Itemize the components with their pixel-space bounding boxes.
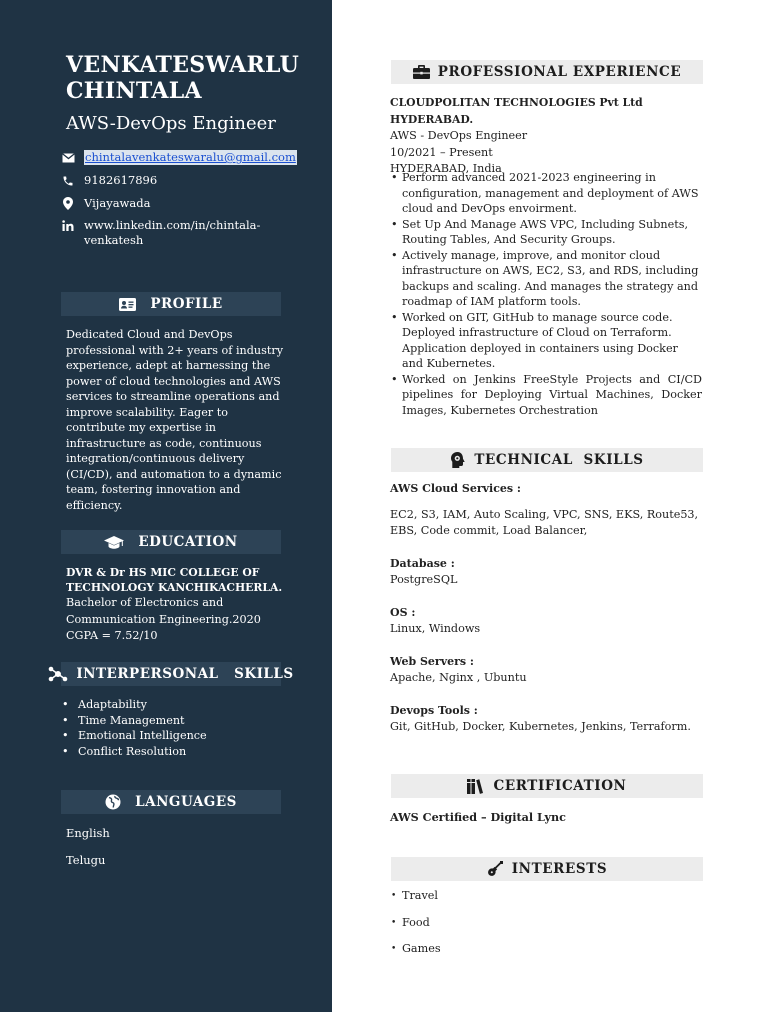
graduation-cap-icon bbox=[104, 536, 124, 549]
books-icon bbox=[467, 779, 483, 794]
languages-heading bbox=[61, 790, 281, 814]
sidebar bbox=[0, 0, 332, 1012]
certification-heading bbox=[391, 774, 703, 798]
education-heading bbox=[61, 530, 281, 554]
interpersonal-skills-list bbox=[62, 697, 207, 759]
certification-item: AWS Certified – Digital Lync bbox=[390, 810, 566, 824]
list-item: • Games bbox=[391, 942, 441, 969]
network-icon bbox=[48, 666, 68, 682]
education-entry bbox=[66, 565, 288, 645]
language-item: Telugu bbox=[66, 853, 106, 867]
list-item: • Travel bbox=[391, 889, 441, 916]
company-name: CLOUDPOLITAN TECHNOLOGIES Pvt Ltd HYDERABAD. bbox=[390, 96, 643, 126]
education-heading-text: EDUCATION bbox=[138, 534, 238, 550]
contact-linkedin-row bbox=[60, 218, 300, 248]
os-label: OS : bbox=[390, 606, 416, 619]
list-item: • Actively manage, improve, and monitor cloud infrastructure on AWS, EC2, S3, and RDS, including backups and scaling. And manages the strategy and roadmap of IAM platform tools. bbox=[390, 248, 702, 310]
linkedin-icon bbox=[60, 218, 76, 233]
cgpa-text: CGPA = 7.52/10 bbox=[66, 629, 158, 642]
experience-heading bbox=[391, 60, 703, 84]
list-item: • Perform advanced 2021-2023 engineering in configuration, management and deployment of AWS cloud and DevOps envoirment. bbox=[390, 170, 702, 217]
job-title: AWS-DevOps Engineer bbox=[66, 113, 276, 134]
interests-heading-text: INTERESTS bbox=[511, 861, 608, 877]
list-item: • Time Management bbox=[62, 713, 207, 729]
language-item: English bbox=[66, 826, 110, 840]
list-item: • Worked on Jenkins FreeStyle Projects and CI/CD pipelines for Deploying Virtual Machines, Docker Images, Kubernetes Orchestration bbox=[390, 372, 702, 419]
aws-services-value: EC2, S3, IAM, Auto Scaling, VPC, SNS, EKS, Route53, EBS, Code commit, Load Balancer, bbox=[390, 508, 699, 537]
interpersonal-heading bbox=[61, 662, 294, 686]
database-value: PostgreSQL bbox=[390, 573, 458, 586]
location-text: Vijayawada bbox=[84, 196, 151, 210]
web-servers-entry bbox=[390, 654, 705, 686]
list-item: • Conflict Resolution bbox=[62, 744, 207, 760]
briefcase-icon bbox=[413, 65, 430, 79]
languages-heading-text: LANGUAGES bbox=[135, 794, 237, 810]
devops-tools-entry bbox=[390, 703, 705, 735]
id-card-icon bbox=[119, 298, 136, 311]
technical-heading-text: TECHNICAL SKILLS bbox=[474, 452, 644, 468]
list-item: • Emotional Intelligence bbox=[62, 728, 207, 744]
linkedin-url[interactable]: www.linkedin.com/in/chintala-venkatesh bbox=[84, 218, 261, 247]
aws-services-label: AWS Cloud Services : bbox=[390, 482, 521, 495]
interests-heading bbox=[391, 857, 703, 881]
interests-list bbox=[391, 889, 441, 969]
contact-phone-row bbox=[60, 173, 300, 188]
web-servers-label: Web Servers : bbox=[390, 655, 474, 668]
devops-tools-value: Git, GitHub, Docker, Kubernetes, Jenkins, Terraform. bbox=[390, 720, 691, 733]
database-label: Database : bbox=[390, 557, 455, 570]
head-gear-icon bbox=[450, 452, 466, 468]
candidate-name: VENKATESWARLU CHINTALA bbox=[66, 52, 300, 104]
experience-entry bbox=[390, 95, 702, 178]
email-link[interactable]: chintalavenkateswaralu@gmail.com bbox=[85, 150, 296, 164]
envelope-icon bbox=[60, 150, 76, 165]
contact-email-row bbox=[60, 150, 300, 165]
phone-number: 9182617896 bbox=[84, 173, 158, 187]
profile-heading bbox=[61, 292, 281, 316]
list-item: • Set Up And Manage AWS VPC, Including Subnets, Routing Tables, And Security Groups. bbox=[390, 217, 702, 248]
list-item: • Food bbox=[391, 916, 441, 943]
guitar-icon bbox=[487, 861, 503, 877]
interpersonal-heading-text: INTERPERSONAL SKILLS bbox=[76, 666, 294, 682]
college-name: DVR & Dr HS MIC COLLEGE OF TECHNOLOGY KANCHIKACHERLA. bbox=[66, 566, 283, 594]
devops-tools-label: Devops Tools : bbox=[390, 704, 478, 717]
job-location: HYDERABAD, India bbox=[390, 162, 502, 175]
profile-heading-text: PROFILE bbox=[150, 296, 223, 312]
map-pin-icon bbox=[60, 196, 76, 211]
experience-heading-text: PROFESSIONAL EXPERIENCE bbox=[437, 64, 682, 80]
contact-location-row bbox=[60, 196, 300, 211]
os-entry bbox=[390, 605, 705, 637]
web-servers-value: Apache, Nginx , Ubuntu bbox=[390, 671, 527, 684]
job-role: AWS - DevOps Engineer bbox=[390, 129, 528, 142]
list-item: • Adaptability bbox=[62, 697, 207, 713]
database-entry bbox=[390, 556, 705, 588]
experience-bullets bbox=[390, 170, 702, 418]
job-dates: 10/2021 – Present bbox=[390, 145, 493, 159]
certification-heading-text: CERTIFICATION bbox=[493, 778, 627, 794]
globe-icon bbox=[105, 794, 121, 810]
os-value: Linux, Windows bbox=[390, 622, 481, 635]
profile-summary: Dedicated Cloud and DevOps professional with 2+ years of industry experience, adept at harnessing the power of cloud technologies and AWS services to streamline operations and improve scalability. Eager to contribute my expertise in infrastructure as code, continuous integration/continuous delivery (CI/CD), and automation to a dynamic team, fostering innovation and efficiency. bbox=[66, 328, 284, 512]
degree-text: Bachelor of Electronics and Communication Engineering.2020 bbox=[66, 596, 261, 626]
phone-icon bbox=[60, 173, 76, 188]
technical-heading bbox=[391, 448, 703, 472]
list-item: • Worked on GIT, GitHub to manage source code. Deployed infrastructure of Cloud on Terraform. Application deployed in containers using Docker and Kubernetes. bbox=[390, 310, 702, 372]
